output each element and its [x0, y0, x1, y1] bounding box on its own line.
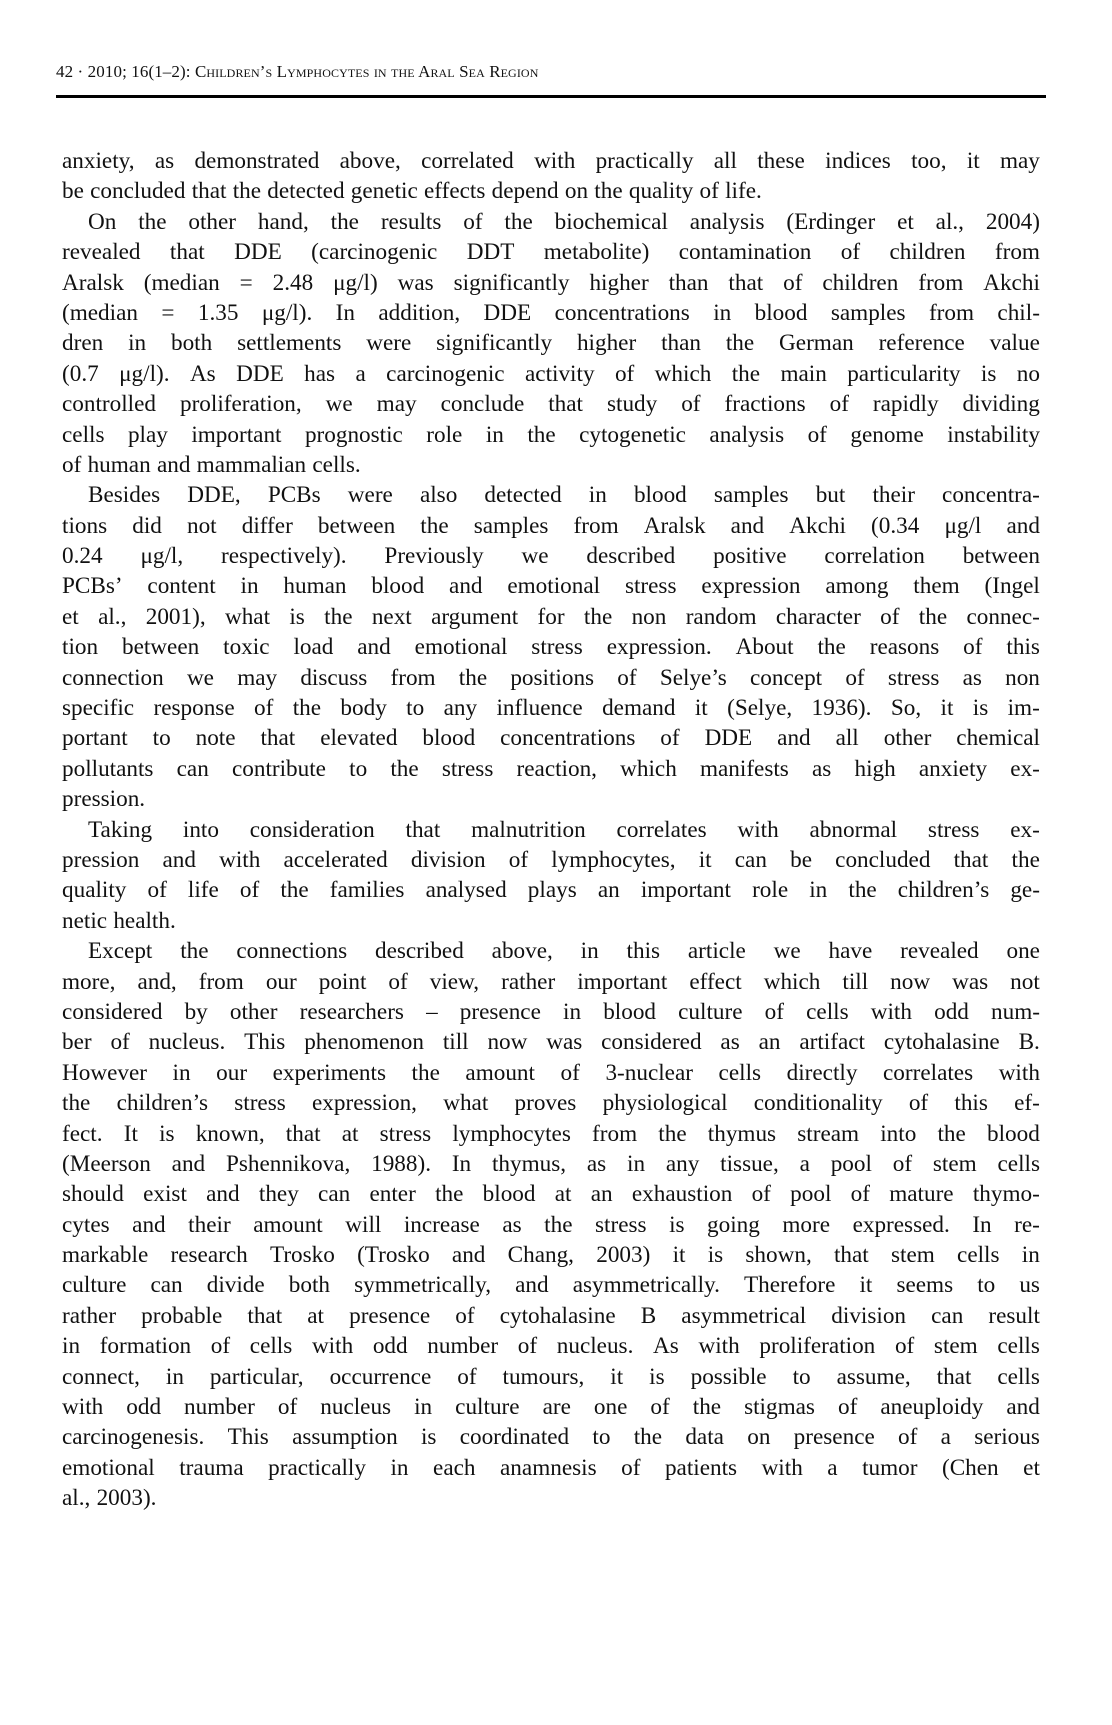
text-line: pression. — [62, 786, 146, 813]
text-line: (Meerson and Pshennikova, 1988). In thymus, as in any tissue, a pool of stem cells — [62, 1150, 1040, 1177]
text-line: However in our experiments the amount of 3-nuclear cells directly correlates with — [62, 1059, 1040, 1086]
text-line: quality of life of the families analysed plays an important role in the children’s ge- — [62, 877, 1040, 904]
running-title: Children’s Lymphocytes in the Aral Sea Region — [194, 62, 539, 81]
text-line: cells play important prognostic role in the cytogenetic analysis of genome instability — [62, 421, 1040, 448]
text-line: dren in both settlements were significantly higher than the German reference value — [62, 330, 1040, 357]
text-line: netic health. — [62, 907, 176, 934]
text-line: tion between toxic load and emotional stress expression. About the reasons of this — [62, 634, 1040, 661]
running-head — [56, 62, 1046, 82]
text-line: connection we may discuss from the positions of Selye’s concept of stress as non — [62, 664, 1040, 691]
text-line: pression and with accelerated division of lymphocytes, it can be concluded that the — [62, 846, 1040, 873]
text-line: al., 2003). — [62, 1485, 157, 1512]
text-line: portant to note that elevated blood concentrations of DDE and all other chemical — [62, 725, 1040, 752]
text-line: connect, in particular, occurrence of tumours, it is possible to assume, that cells — [62, 1363, 1040, 1390]
text-line: anxiety, as demonstrated above, correlated with practically all these indices too, it may — [62, 148, 1040, 174]
text-line: with odd number of nucleus in culture are one of the stigmas of aneuploidy and — [62, 1394, 1040, 1421]
text-line: Aralsk (median = 2.48 μg/l) was significantly higher than that of children from Akchi — [62, 269, 1040, 296]
text-line: PCBs’ content in human blood and emotional stress expression among them (Ingel — [62, 573, 1040, 600]
text-line: more, and, from our point of view, rather important effect which till now was not — [62, 968, 1040, 995]
text-line: Taking into consideration that malnutrition correlates with abnormal stress ex- — [88, 816, 1040, 843]
text-line: cytes and their amount will increase as the stress is going more expressed. In re- — [62, 1211, 1040, 1238]
text-line: ber of nucleus. This phenomenon till now was considered as an artifact cytohalasine B. — [62, 1029, 1040, 1056]
text-line: On the other hand, the results of the biochemical analysis (Erdinger et al., 2004) — [88, 208, 1040, 235]
paragraph — [62, 207, 1040, 481]
text-line: culture can divide both symmetrically, and asymmetrically. Therefore it seems to us — [62, 1272, 1040, 1299]
text-line: markable research Trosko (Trosko and Chang, 2003) it is shown, that stem cells in — [62, 1242, 1040, 1269]
text-line: controlled proliferation, we may conclude that study of fractions of rapidly dividing — [62, 391, 1040, 418]
paragraph — [62, 815, 1040, 937]
text-line: fect. It is known, that at stress lymphocytes from the thymus stream into the blood — [62, 1120, 1040, 1147]
text-line: of human and mammalian cells. — [62, 451, 361, 478]
text-line: emotional trauma practically in each anamnesis of patients with a tumor (Chen et — [62, 1454, 1040, 1481]
text-line: Except the connections described above, in this article we have revealed one — [88, 938, 1040, 965]
text-line: rather probable that at presence of cytohalasine B asymmetrical division can result — [62, 1302, 1040, 1329]
article-body — [62, 146, 1040, 1514]
text-line: et al., 2001), what is the next argument for the non random character of the connec- — [62, 603, 1040, 630]
text-line: considered by other researchers – presence in blood culture of cells with odd num- — [62, 998, 1040, 1025]
paragraph — [62, 936, 1040, 1513]
text-line: the children’s stress expression, what proves physiological conditionality of this ef- — [62, 1090, 1040, 1117]
text-line: Besides DDE, PCBs were also detected in blood samples but their concentra- — [88, 482, 1040, 509]
text-line: carcinogenesis. This assumption is coordinated to the data on presence of a serious — [62, 1424, 1040, 1451]
paragraph — [62, 146, 1040, 207]
page-number: 42 — [56, 62, 74, 81]
text-line: specific response of the body to any influence demand it (Selye, 1936). So, it is im- — [62, 695, 1040, 722]
header-rule — [56, 95, 1046, 98]
text-line: tions did not differ between the samples from Aralsk and Akchi (0.34 μg/l and — [62, 512, 1040, 539]
text-line: in formation of cells with odd number of nucleus. As with proliferation of stem cells — [62, 1333, 1040, 1360]
text-line: be concluded that the detected genetic effects depend on the quality of life. — [62, 178, 762, 205]
text-line: revealed that DDE (carcinogenic DDT metabolite) contamination of children from — [62, 239, 1040, 266]
text-line: pollutants can contribute to the stress reaction, which manifests as high anxiety ex- — [62, 755, 1040, 782]
header-separator: · — [73, 62, 88, 81]
volume-info: 2010; 16(1–2): — [87, 62, 195, 81]
paragraph — [62, 480, 1040, 814]
text-line: (0.7 μg/l). As DDE has a carcinogenic activity of which the main particularity is no — [62, 360, 1040, 387]
text-line: (median = 1.35 μg/l). In addition, DDE concentrations in blood samples from chil- — [62, 299, 1040, 326]
text-line: 0.24 μg/l, respectively). Previously we described positive correlation between — [62, 543, 1040, 570]
text-line: should exist and they can enter the blood at an exhaustion of pool of mature thymo- — [62, 1181, 1040, 1208]
